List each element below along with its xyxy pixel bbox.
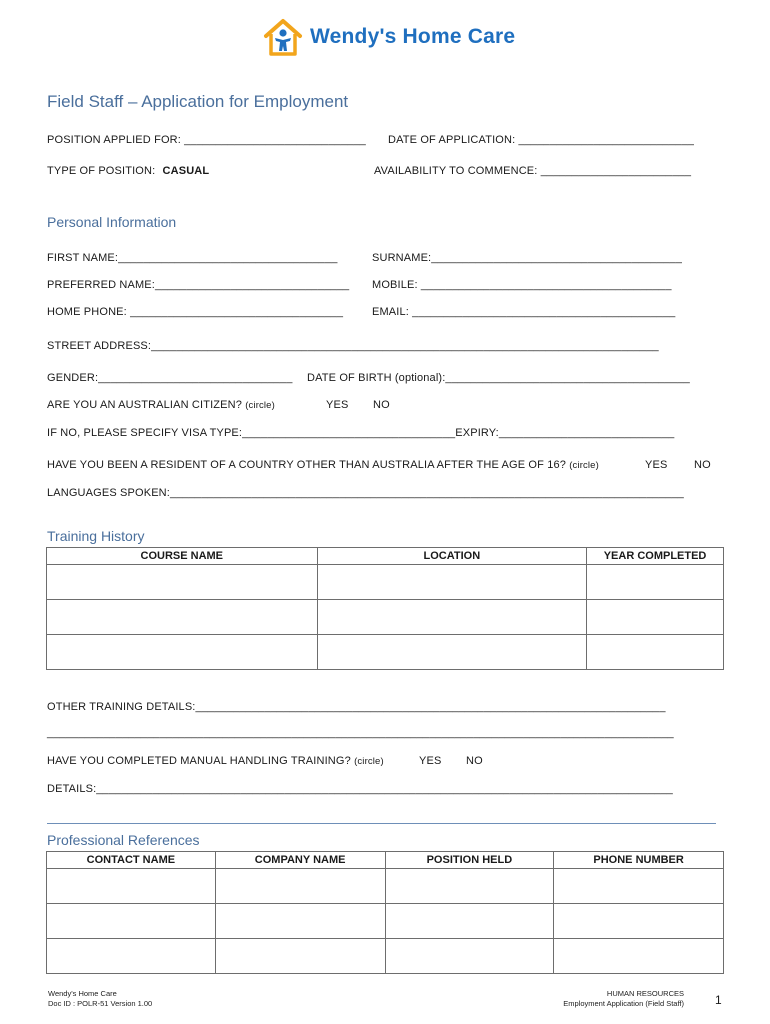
table-cell[interactable] bbox=[47, 939, 216, 974]
citizen-question-text: ARE YOU AN AUSTRALIAN CITIZEN? bbox=[47, 399, 243, 411]
first-name-field[interactable]: FIRST NAME:___________________________________ bbox=[47, 252, 338, 264]
table-cell[interactable] bbox=[554, 939, 724, 974]
table-row bbox=[47, 600, 724, 635]
details-field[interactable]: DETAILS:____________________________________________________________________________________________ bbox=[47, 783, 673, 795]
table-cell[interactable] bbox=[317, 600, 587, 635]
training-table bbox=[46, 547, 724, 670]
table-cell[interactable] bbox=[587, 635, 724, 670]
table-cell[interactable] bbox=[317, 565, 587, 600]
dob-field[interactable]: DATE OF BIRTH (optional):_______________________________________ bbox=[307, 372, 690, 384]
table-row bbox=[47, 635, 724, 670]
gender-field[interactable]: GENDER:_______________________________ bbox=[47, 372, 293, 384]
languages-field[interactable]: LANGUAGES SPOKEN:__________________________________________________________________________________ bbox=[47, 487, 684, 499]
references-table bbox=[46, 851, 724, 974]
training-heading: Training History bbox=[47, 528, 145, 544]
page-number: 1 bbox=[715, 993, 722, 1007]
table-cell[interactable] bbox=[554, 904, 724, 939]
col-course-name: COURSE NAME bbox=[47, 548, 318, 565]
resident-question bbox=[47, 459, 599, 471]
citizen-yes-option[interactable]: YES bbox=[326, 399, 349, 411]
citizen-question bbox=[47, 399, 275, 411]
table-cell[interactable] bbox=[587, 565, 724, 600]
table-row bbox=[47, 904, 724, 939]
resident-question-text: HAVE YOU BEEN A RESIDENT OF A COUNTRY OTHER THAN AUSTRALIA AFTER THE AGE OF 16? bbox=[47, 459, 567, 471]
col-contact-name: CONTACT NAME bbox=[47, 852, 216, 869]
email-field[interactable]: EMAIL: __________________________________________ bbox=[372, 306, 676, 318]
type-of-position-label: TYPE OF POSITION: bbox=[47, 165, 156, 177]
visa-field[interactable]: IF NO, PLEASE SPECIFY VISA TYPE:__________________________________EXPIRY:____________________________ bbox=[47, 427, 675, 439]
house-person-icon bbox=[262, 16, 304, 58]
table-cell[interactable] bbox=[215, 869, 385, 904]
type-of-position-value: CASUAL bbox=[162, 165, 210, 177]
table-cell[interactable] bbox=[215, 904, 385, 939]
position-applied-field[interactable]: POSITION APPLIED FOR: _____________________________ bbox=[47, 134, 366, 146]
table-cell[interactable] bbox=[385, 939, 554, 974]
citizen-circle-note: (circle) bbox=[245, 400, 275, 411]
home-phone-field[interactable]: HOME PHONE: __________________________________ bbox=[47, 306, 344, 318]
col-company-name: COMPANY NAME bbox=[215, 852, 385, 869]
manual-yes-option[interactable]: YES bbox=[419, 755, 442, 767]
resident-no-option[interactable]: NO bbox=[694, 459, 711, 471]
citizen-no-option[interactable]: NO bbox=[373, 399, 390, 411]
other-training-continuation[interactable]: ____________________________________________________________________________________________________ bbox=[47, 727, 674, 739]
table-cell[interactable] bbox=[385, 904, 554, 939]
personal-info-heading: Personal Information bbox=[47, 214, 177, 230]
footer-doc-id: Doc ID : POLR-51 Version 1.00 bbox=[48, 999, 153, 1008]
preferred-name-field[interactable]: PREFERRED NAME:_______________________________ bbox=[47, 279, 350, 291]
manual-no-option[interactable]: NO bbox=[466, 755, 483, 767]
table-cell[interactable] bbox=[47, 904, 216, 939]
table-row bbox=[47, 939, 724, 974]
manual-circle-note: (circle) bbox=[354, 756, 384, 767]
table-cell[interactable] bbox=[47, 869, 216, 904]
references-heading: Professional References bbox=[47, 832, 200, 848]
manual-question-text: HAVE YOU COMPLETED MANUAL HANDLING TRAINING? bbox=[47, 755, 351, 767]
table-cell[interactable] bbox=[587, 600, 724, 635]
resident-yes-option[interactable]: YES bbox=[645, 459, 668, 471]
availability-field[interactable]: AVAILABILITY TO COMMENCE: ________________________ bbox=[374, 165, 692, 177]
table-cell[interactable] bbox=[317, 635, 587, 670]
col-year-completed: YEAR COMPLETED bbox=[587, 548, 724, 565]
mobile-field[interactable]: MOBILE: ________________________________________ bbox=[372, 279, 672, 291]
footer-dept: HUMAN RESOURCES bbox=[606, 989, 684, 998]
manual-handling-question bbox=[47, 755, 384, 767]
table-cell[interactable] bbox=[385, 869, 554, 904]
surname-field[interactable]: SURNAME:________________________________________ bbox=[372, 252, 682, 264]
table-row bbox=[47, 869, 724, 904]
col-position-held: POSITION HELD bbox=[385, 852, 554, 869]
section-divider bbox=[47, 823, 716, 824]
other-training-field[interactable]: OTHER TRAINING DETAILS:___________________________________________________________________________ bbox=[47, 701, 666, 713]
footer-doc-name: Employment Application (Field Staff) bbox=[563, 999, 684, 1008]
table-cell[interactable] bbox=[215, 939, 385, 974]
date-of-application-field[interactable]: DATE OF APPLICATION: ____________________________ bbox=[388, 134, 694, 146]
street-address-field[interactable]: STREET ADDRESS:_________________________________________________________________________________ bbox=[47, 340, 659, 352]
table-row bbox=[47, 565, 724, 600]
col-phone-number: PHONE NUMBER bbox=[554, 852, 724, 869]
logo-text: Wendy's Home Care bbox=[310, 25, 516, 48]
page-title: Field Staff – Application for Employment bbox=[47, 92, 349, 111]
table-cell[interactable] bbox=[47, 600, 318, 635]
resident-circle-note: (circle) bbox=[569, 460, 599, 471]
table-cell[interactable] bbox=[47, 635, 318, 670]
logo bbox=[262, 16, 522, 58]
references-header-row bbox=[47, 852, 724, 869]
type-of-position bbox=[47, 165, 209, 177]
table-cell[interactable] bbox=[47, 565, 318, 600]
col-location: LOCATION bbox=[317, 548, 587, 565]
footer-org: Wendy's Home Care bbox=[48, 989, 117, 998]
training-header-row bbox=[47, 548, 724, 565]
table-cell[interactable] bbox=[554, 869, 724, 904]
